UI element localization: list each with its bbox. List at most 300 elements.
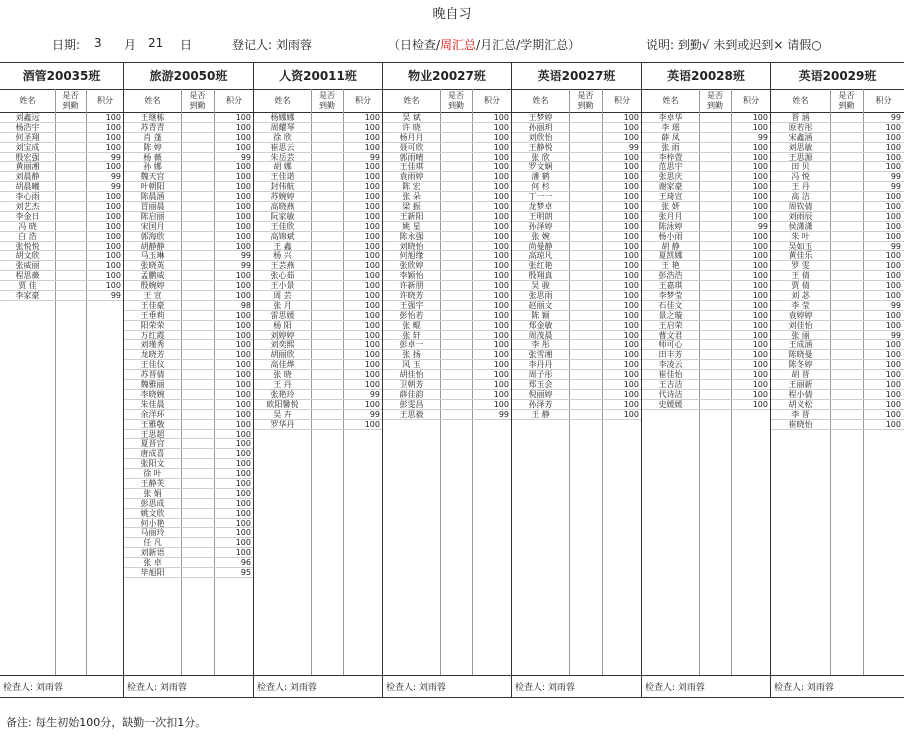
student-row xyxy=(124,360,253,370)
student-score: 99 xyxy=(890,300,901,310)
student-row xyxy=(0,251,123,261)
student-score: 100 xyxy=(885,340,901,350)
student-name: 殷婉婷 xyxy=(140,281,165,291)
student-score: 100 xyxy=(752,310,768,320)
student-score: 100 xyxy=(105,142,121,152)
student-score: 100 xyxy=(105,231,121,241)
student-score: 100 xyxy=(885,122,901,132)
student-name: 夏凯娜 xyxy=(658,251,683,261)
student-row xyxy=(383,291,511,301)
student-score: 100 xyxy=(235,132,251,142)
student-score: 100 xyxy=(493,300,509,310)
student-name: 张 轩 xyxy=(402,330,421,340)
student-row xyxy=(124,133,253,143)
student-row xyxy=(383,321,511,331)
student-name: 万红霞 xyxy=(140,330,165,340)
student-row xyxy=(771,172,904,182)
student-row xyxy=(642,291,770,301)
student-name: 毕旭阳 xyxy=(140,567,165,577)
student-score: 99 xyxy=(369,152,380,162)
student-name: 何圣翔 xyxy=(15,132,40,142)
student-row xyxy=(512,153,641,163)
student-name: 高佳烨 xyxy=(270,360,295,370)
student-score: 100 xyxy=(752,182,768,192)
student-score: 100 xyxy=(623,380,639,390)
student-row xyxy=(0,222,123,232)
student-score: 100 xyxy=(493,271,509,281)
student-row xyxy=(383,370,511,380)
student-score: 100 xyxy=(235,231,251,241)
student-name: 李丹丹 xyxy=(528,360,553,370)
student-score: 100 xyxy=(493,162,509,172)
student-score: 100 xyxy=(235,528,251,538)
student-row xyxy=(642,380,770,390)
student-name: 郭海欣 xyxy=(140,231,165,241)
student-score: 100 xyxy=(493,202,509,212)
student-score: 100 xyxy=(105,251,121,261)
student-score: 100 xyxy=(623,241,639,251)
student-row xyxy=(771,143,904,153)
student-name: 曹文君 xyxy=(658,330,683,340)
student-score: 100 xyxy=(235,271,251,281)
student-row xyxy=(124,499,253,509)
student-name: 王思超 xyxy=(140,429,165,439)
student-score: 100 xyxy=(752,271,768,281)
student-name: 徐 欣 xyxy=(273,132,292,142)
student-score: 100 xyxy=(493,370,509,380)
attendance-header: 是否 到勤 xyxy=(181,89,214,113)
student-name: 张 欣 xyxy=(531,152,550,162)
student-name: 李卓华 xyxy=(658,113,683,122)
student-name: 胡佳怡 xyxy=(399,370,424,380)
name-header: 姓名 xyxy=(512,89,569,113)
student-name: 郑金敏 xyxy=(528,320,553,330)
student-score: 100 xyxy=(752,350,768,360)
student-name: 殷翔真 xyxy=(528,271,553,281)
student-name: 陈永强 xyxy=(399,231,424,241)
student-row xyxy=(512,281,641,291)
student-name: 袁雨婷 xyxy=(399,172,424,182)
checker-label: 检查人: 刘雨蓉 xyxy=(127,683,187,693)
student-score: 100 xyxy=(623,310,639,320)
student-row xyxy=(512,360,641,370)
attendance-header: 是否 到勤 xyxy=(440,89,472,113)
student-name: 宋国月 xyxy=(140,221,165,231)
student-score: 99 xyxy=(240,261,251,271)
student-score: 100 xyxy=(364,231,380,241)
student-row xyxy=(124,261,253,271)
student-name: 高琼凡 xyxy=(528,251,553,261)
checker-label: 检查人: 刘雨蓉 xyxy=(645,683,705,693)
name-header: 姓名 xyxy=(771,89,830,113)
student-name: 杨 薇 xyxy=(143,152,162,162)
checker-label: 检查人: 刘雨蓉 xyxy=(386,683,446,693)
student-name: 刘婷婷 xyxy=(270,330,295,340)
student-row xyxy=(771,212,904,222)
student-name: 彭思成 xyxy=(140,498,165,508)
student-name: 孟鹏威 xyxy=(140,271,165,281)
student-score: 100 xyxy=(235,113,251,122)
student-name: 晋 涵 xyxy=(791,113,810,122)
student-name: 王梦婷 xyxy=(528,113,553,122)
student-name: 王 丹 xyxy=(791,182,810,192)
student-name: 侯潇潇 xyxy=(788,221,813,231)
student-score: 100 xyxy=(235,518,251,528)
student-row xyxy=(254,301,382,311)
student-score: 100 xyxy=(493,350,509,360)
student-name: 崔佳怡 xyxy=(658,370,683,380)
student-score: 100 xyxy=(752,231,768,241)
student-row xyxy=(642,153,770,163)
student-score: 100 xyxy=(885,310,901,320)
student-name: 李 晋 xyxy=(791,409,810,419)
student-score: 100 xyxy=(623,132,639,142)
student-score: 100 xyxy=(493,380,509,390)
student-name: 王佳仪 xyxy=(140,360,165,370)
student-row xyxy=(0,271,123,281)
student-name: 孙 娜 xyxy=(143,162,162,172)
student-row xyxy=(383,281,511,291)
student-name: 张 扬 xyxy=(402,350,421,360)
student-score: 99 xyxy=(890,182,901,192)
student-score: 100 xyxy=(105,122,121,132)
student-name: 张 晓 xyxy=(273,370,292,380)
student-row xyxy=(383,350,511,360)
student-row xyxy=(254,251,382,261)
student-row xyxy=(383,400,511,410)
student-name: 李晓婉 xyxy=(140,389,165,399)
student-row xyxy=(124,340,253,350)
student-row xyxy=(124,479,253,489)
student-row xyxy=(254,261,382,271)
student-name: 石佳文 xyxy=(658,300,683,310)
student-name: 殷宏强 xyxy=(15,152,40,162)
score-header: 积分 xyxy=(602,89,642,113)
student-row xyxy=(124,350,253,360)
student-name: 张晓英 xyxy=(140,261,165,271)
student-score: 100 xyxy=(364,399,380,409)
student-name: 刘 苾 xyxy=(791,291,810,301)
student-name: 何旭缘 xyxy=(399,251,424,261)
student-row xyxy=(771,321,904,331)
student-name: 杨月月 xyxy=(399,132,424,142)
score-header: 积分 xyxy=(214,89,254,113)
student-name: 王雅敬 xyxy=(140,419,165,429)
student-row xyxy=(771,420,904,430)
student-row xyxy=(254,370,382,380)
student-row xyxy=(512,133,641,143)
student-score: 100 xyxy=(623,162,639,172)
student-row xyxy=(0,212,123,222)
student-row xyxy=(124,162,253,172)
student-score: 100 xyxy=(105,271,121,281)
student-score: 100 xyxy=(623,350,639,360)
student-score: 100 xyxy=(105,192,121,202)
student-name: 张 丽 xyxy=(791,330,810,340)
student-row xyxy=(771,202,904,212)
student-score: 100 xyxy=(623,192,639,202)
student-name: 刘鑫远 xyxy=(15,113,40,122)
student-row xyxy=(124,459,253,469)
student-name: 王新阳 xyxy=(399,211,424,221)
student-row xyxy=(512,182,641,192)
student-score: 99 xyxy=(110,182,121,192)
student-name: 杨 阳 xyxy=(273,320,292,330)
student-score: 100 xyxy=(364,182,380,192)
student-score: 100 xyxy=(364,340,380,350)
student-row xyxy=(254,232,382,242)
student-row xyxy=(0,123,123,133)
student-row xyxy=(512,410,641,420)
student-row xyxy=(771,133,904,143)
student-row xyxy=(124,558,253,568)
student-name: 赵丽文 xyxy=(528,300,553,310)
day-value: 21 xyxy=(148,36,164,50)
student-score: 100 xyxy=(105,211,121,221)
student-score: 99 xyxy=(498,409,509,419)
student-row xyxy=(124,251,253,261)
student-row xyxy=(254,153,382,163)
student-score: 100 xyxy=(235,538,251,548)
student-list xyxy=(383,113,511,420)
student-name: 李 莹 xyxy=(791,300,810,310)
student-name: 王静芙 xyxy=(140,478,165,488)
student-name: 田 贝 xyxy=(791,162,810,172)
student-name: 王吉洁 xyxy=(658,380,683,390)
student-name: 雷思媛 xyxy=(270,310,295,320)
student-score: 100 xyxy=(752,360,768,370)
student-score: 100 xyxy=(235,172,251,182)
student-name: 杨浩宇 xyxy=(15,122,40,132)
student-row xyxy=(642,331,770,341)
student-row xyxy=(642,340,770,350)
student-row xyxy=(642,321,770,331)
student-score: 100 xyxy=(623,360,639,370)
student-name: 余洋环 xyxy=(140,409,165,419)
score-header: 积分 xyxy=(472,89,512,113)
student-name: 张 卓 xyxy=(143,558,162,568)
student-name: 王 静 xyxy=(531,409,550,419)
student-score: 99 xyxy=(240,251,251,261)
student-name: 张欣婷 xyxy=(399,261,424,271)
student-name: 倪丽婷 xyxy=(528,389,553,399)
student-row xyxy=(771,360,904,370)
student-score: 100 xyxy=(235,310,251,320)
student-score: 100 xyxy=(235,122,251,132)
student-row xyxy=(512,370,641,380)
student-name: 陈 婷 xyxy=(143,142,162,152)
student-name: 肖 蓬 xyxy=(143,132,162,142)
score-header: 积分 xyxy=(343,89,383,113)
student-name: 王 丹 xyxy=(273,380,292,390)
student-name: 吴 卉 xyxy=(273,409,292,419)
attendance-header: 是否 到勤 xyxy=(55,89,86,113)
student-score: 99 xyxy=(240,152,251,162)
student-row xyxy=(512,192,641,202)
student-list xyxy=(254,113,382,430)
student-row xyxy=(383,113,511,123)
student-name: 刘新语 xyxy=(140,548,165,558)
student-score: 100 xyxy=(493,132,509,142)
student-row xyxy=(124,410,253,420)
student-name: 朱佳晨 xyxy=(140,399,165,409)
student-row xyxy=(642,232,770,242)
student-score: 98 xyxy=(240,300,251,310)
attendance-header: 是否 到勤 xyxy=(699,89,731,113)
sheet-header xyxy=(0,36,904,56)
student-name: 许 晓 xyxy=(402,122,421,132)
student-row xyxy=(642,400,770,410)
student-name: 刘晨静 xyxy=(15,172,40,182)
student-name: 王佳诺 xyxy=(270,172,295,182)
student-row xyxy=(383,340,511,350)
student-score: 100 xyxy=(885,221,901,231)
student-row xyxy=(642,350,770,360)
student-name: 田丰芳 xyxy=(658,350,683,360)
student-row xyxy=(383,380,511,390)
summary-active: 周汇总 xyxy=(440,38,477,52)
student-score: 100 xyxy=(235,192,251,202)
student-score: 99 xyxy=(757,221,768,231)
student-score: 100 xyxy=(235,291,251,301)
student-row xyxy=(512,340,641,350)
student-name: 苏婉婷 xyxy=(270,192,295,202)
student-score: 100 xyxy=(493,330,509,340)
student-name: 王佳琪 xyxy=(399,162,424,172)
student-row xyxy=(383,410,511,420)
student-score: 100 xyxy=(105,132,121,142)
student-score: 100 xyxy=(752,330,768,340)
student-row xyxy=(512,172,641,182)
student-score: 99 xyxy=(757,132,768,142)
student-row xyxy=(771,380,904,390)
student-row xyxy=(512,380,641,390)
student-score: 100 xyxy=(235,508,251,518)
student-score: 100 xyxy=(885,281,901,291)
student-score: 100 xyxy=(885,370,901,380)
student-name: 刘欣怡 xyxy=(528,132,553,142)
class-column xyxy=(383,63,512,697)
student-row xyxy=(512,242,641,252)
student-name: 王芸燕 xyxy=(270,261,295,271)
student-row xyxy=(771,340,904,350)
student-row xyxy=(124,311,253,321)
attendance-sheet xyxy=(0,62,904,698)
student-row xyxy=(124,301,253,311)
student-score: 100 xyxy=(364,281,380,291)
student-score: 100 xyxy=(493,281,509,291)
student-list xyxy=(124,113,253,578)
checker-divider xyxy=(254,675,382,676)
student-score: 100 xyxy=(885,380,901,390)
student-score: 100 xyxy=(623,221,639,231)
student-row xyxy=(642,123,770,133)
student-score: 100 xyxy=(752,122,768,132)
class-title: 旅游20050班 xyxy=(124,63,253,90)
score-header: 积分 xyxy=(731,89,771,113)
student-score: 100 xyxy=(623,409,639,419)
student-score: 100 xyxy=(752,370,768,380)
student-score: 100 xyxy=(364,221,380,231)
student-score: 99 xyxy=(110,152,121,162)
student-score: 100 xyxy=(235,360,251,370)
student-name: 崔晓怡 xyxy=(788,419,813,429)
student-row xyxy=(0,261,123,271)
student-score: 100 xyxy=(493,221,509,231)
student-score: 100 xyxy=(885,409,901,419)
student-row xyxy=(124,242,253,252)
student-row xyxy=(254,331,382,341)
student-score: 100 xyxy=(885,291,901,301)
student-name: 郑玉会 xyxy=(528,380,553,390)
student-row xyxy=(771,331,904,341)
student-name: 张雪湘 xyxy=(528,350,553,360)
student-score: 100 xyxy=(752,251,768,261)
student-score: 100 xyxy=(752,380,768,390)
student-name: 黄丽湘 xyxy=(15,162,40,172)
student-row xyxy=(771,251,904,261)
student-name: 尚曼静 xyxy=(528,241,553,251)
student-row xyxy=(254,222,382,232)
student-name: 胡静静 xyxy=(140,241,165,251)
student-row xyxy=(512,400,641,410)
student-name: 王 艳 xyxy=(661,261,680,271)
date-label: 日期: xyxy=(52,38,81,52)
student-row xyxy=(383,251,511,261)
student-score: 100 xyxy=(623,231,639,241)
student-score: 100 xyxy=(235,202,251,212)
student-row xyxy=(771,370,904,380)
page-title: 晚自习 xyxy=(432,7,472,22)
student-row xyxy=(642,222,770,232)
student-name: 彭卓一 xyxy=(399,340,424,350)
student-score: 99 xyxy=(110,172,121,182)
student-name: 王 鑫 xyxy=(273,241,292,251)
student-row xyxy=(0,281,123,291)
student-name: 胡 静 xyxy=(661,241,680,251)
student-name: 王思毅 xyxy=(399,409,424,419)
student-name: 原若彤 xyxy=(788,122,813,132)
student-score: 100 xyxy=(493,182,509,192)
student-name: 阳荣荣 xyxy=(140,320,165,330)
student-name: 唐成喜 xyxy=(140,449,165,459)
student-name: 姚文欣 xyxy=(140,508,165,518)
student-score: 100 xyxy=(364,142,380,152)
student-name: 李 瑶 xyxy=(661,122,680,132)
student-score: 100 xyxy=(752,211,768,221)
student-score: 99 xyxy=(890,330,901,340)
student-score: 100 xyxy=(235,478,251,488)
recorder: 登记人: 刘雨蓉 xyxy=(232,38,312,52)
student-score: 100 xyxy=(364,380,380,390)
student-name: 魏天宫 xyxy=(140,172,165,182)
student-name: 王明朗 xyxy=(528,211,553,221)
name-header: 姓名 xyxy=(124,89,181,113)
student-row xyxy=(0,202,123,212)
student-score: 99 xyxy=(628,142,639,152)
student-row xyxy=(0,143,123,153)
student-row xyxy=(771,291,904,301)
student-name: 冯 悦 xyxy=(791,172,810,182)
student-score: 100 xyxy=(885,271,901,281)
student-row xyxy=(642,242,770,252)
student-row xyxy=(0,172,123,182)
student-row xyxy=(124,291,253,301)
student-row xyxy=(771,301,904,311)
legend: 说明: 到勤√ 未到或迟到× 请假○ xyxy=(646,38,822,52)
student-name: 王嘉琪 xyxy=(658,281,683,291)
student-row xyxy=(254,242,382,252)
